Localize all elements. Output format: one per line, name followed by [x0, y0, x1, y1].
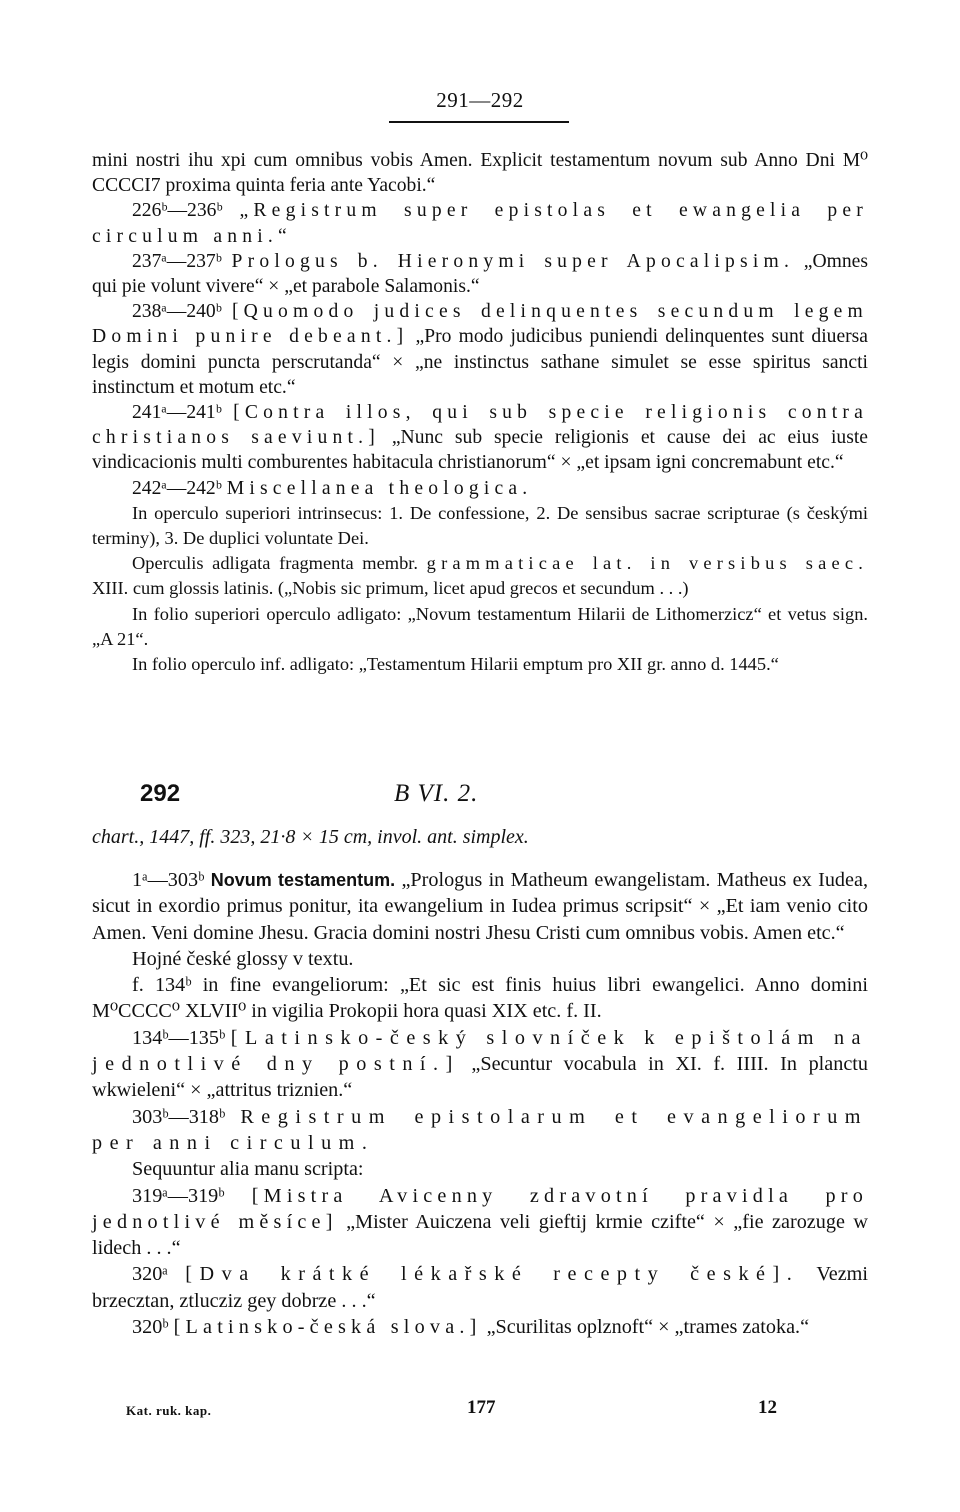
- spaced-title: Miscellanea theologica.: [226, 477, 533, 499]
- paragraph: [92, 198, 868, 248]
- folio-ref: 226ᵇ—236ᵇ: [132, 200, 223, 222]
- text: „Omnes qui pie volunt vivere“ × „et parabole Salamonis.“: [92, 250, 868, 298]
- text: „Pro modo judicibus puniendi delinquentes sunt diuersa legis domini puncta perscrutanda“ × „ne instinctus sathane simulet se esse spiritus sancti instinctum et motum etc.“: [92, 326, 868, 398]
- text: Sequuntur alia manu scripta:: [132, 1158, 364, 1181]
- page-footer: [0, 1397, 960, 1427]
- folio-ref: 134ᵇ—135ᵇ: [132, 1026, 226, 1049]
- bold-title: Novum testamentum.: [210, 870, 396, 890]
- text: Vezmi brzecztan, ztlucziz gey dobrze . . .“: [92, 1263, 868, 1312]
- catalog-signature: Kat. ruk. kap.: [126, 1403, 212, 1418]
- entry-292-contents: [92, 867, 868, 1340]
- page-number: 177: [467, 1397, 496, 1418]
- shelfmark: B VI. 2.: [394, 780, 479, 807]
- text: Hojné české glossy v textu.: [132, 947, 354, 970]
- paragraph: [92, 946, 868, 972]
- spaced-title: [Dva krátké lékařské recepty české].: [185, 1263, 800, 1286]
- paragraph: [92, 148, 868, 198]
- text: mini nostri ihu xpi cum omnibus vobis Amen. Explicit testamentum novum sub Anno Dni M⁰ CCCCI7 proxima quinta feria ante Yacobi.“: [92, 150, 868, 197]
- folio-ref: 319ᵃ—319ᵇ: [132, 1184, 225, 1207]
- folio-ref: 238ᵃ—240ᵇ: [132, 301, 222, 323]
- paragraph: [92, 867, 868, 946]
- folio-ref: 1ᵃ—303ᵇ: [132, 869, 205, 891]
- paragraph: [92, 1104, 868, 1157]
- spaced-title: [Quomodo judices delinquentes secundum legem Domini punire debeant.]: [92, 301, 868, 348]
- paragraph: [92, 551, 868, 601]
- text: Operculis adligata fragmenta membr.: [132, 553, 418, 574]
- text: In folio superiori operculo adligato: „Novum testamentum Hilarii de Lithomerzicz“ et vetus sign. „A 21“.: [92, 603, 868, 649]
- entry-heading: [92, 780, 868, 812]
- folio-ref: 303ᵇ—318ᵇ: [132, 1105, 226, 1128]
- text: „Nunc sub specie religionis et cause dei ac eius iuste vindicacionis multi comburentes habitacula christianorum“ × „et ipsam igni concremabunt etc.“: [92, 427, 868, 474]
- text: f. 134ᵇ in fine evangeliorum: „Et sic est finis huius libri ewangelici. Anno domini M⁰CCCC⁰ XLVII⁰ in vigilia Prokopii hora quasi XIX etc. f. II.: [92, 974, 868, 1023]
- text: XIII. cum glossis latinis. („Nobis sic primum, licet apud grecos et secundum . . .): [92, 578, 689, 599]
- paragraph: [92, 1025, 868, 1104]
- entry-number: 292: [140, 780, 181, 807]
- folio-ref: 242ᵃ—242ᵇ: [132, 477, 222, 499]
- folio-ref: 320ᵃ: [132, 1263, 168, 1286]
- paragraph: [92, 501, 868, 551]
- paragraph: [92, 972, 868, 1025]
- spaced-title: grammaticae lat. in versibus saec.: [426, 553, 868, 574]
- folio-ref: 320ᵇ: [132, 1316, 169, 1339]
- paragraph: [92, 299, 868, 400]
- paragraph: [92, 1314, 868, 1340]
- spaced-title: [Mistra Avicenny zdravotní pravidla pro jednotlivé měsíce]: [92, 1184, 868, 1233]
- spaced-title: „Registrum super epistolas et ewangelia per circulum anni.“: [92, 200, 868, 247]
- text: „Scurilitas oplznoft“ × „trames zatoka.“: [486, 1316, 810, 1339]
- folio-ref: 237ᵃ—237ᵇ: [132, 250, 222, 272]
- text: In operculo superiori intrinsecus: 1. De confessione, 2. De sensibus sacrae scripturae (s českými terminy), 3. De duplici voluntate Dei.: [92, 502, 868, 549]
- spaced-title: [Contra illos, qui sub specie religionis contra christianos saeviunt.]: [92, 402, 868, 449]
- paragraph: [92, 602, 868, 652]
- gathering-number: 12: [758, 1397, 777, 1418]
- running-header: 291—292: [436, 88, 524, 112]
- spaced-title: Registrum epistolarum et evangeliorum per anni circulum.: [92, 1105, 869, 1154]
- paragraph: [92, 249, 868, 299]
- paragraph: [92, 476, 868, 501]
- header-rule: [389, 121, 569, 123]
- paragraph: [92, 652, 868, 677]
- paragraph: [92, 1156, 868, 1182]
- paragraph: [92, 400, 868, 476]
- text: „Prologus in Matheum ewangelistam. Matheus ex Iudea, sicut in exordio primus ponitur, ita ewangelium in Iudea primus scripsit“ × „Et iam venio cito Amen. Veni domine Jhesu. Gracia domini nostri Jhesu Cristi cum omnibus vobis. Amen etc.“: [92, 869, 868, 944]
- spaced-title: Prologus b. Hieronymi super Apocalipsim.: [231, 250, 795, 272]
- folio-ref: 241ᵃ—241ᵇ: [132, 402, 222, 424]
- text: In folio operculo inf. adligato: „Testamentum Hilarii emptum pro XII gr. anno d. 1445.“: [132, 654, 779, 675]
- entry-291-continuation: [92, 148, 868, 677]
- spaced-title: [Latinsko-česká slova.]: [173, 1316, 482, 1339]
- paragraph: [92, 1183, 868, 1262]
- spaced-title: [Latinsko-český slovníček k epištolám na jednotlivé dny postní.]: [92, 1026, 868, 1076]
- entry-description: chart., 1447, ff. 323, 21·8 × 15 cm, invol. ant. simplex.: [92, 826, 529, 848]
- paragraph: [92, 1261, 868, 1314]
- text: „Secuntur vocabula in XI. f. IIII. In planctu wkwieleni“ × „attritus triznien.“: [92, 1053, 868, 1102]
- text: „Mister Auiczena veli gieftij krmie czifte“ × „fie zarozuge w lidech . . .“: [92, 1210, 869, 1260]
